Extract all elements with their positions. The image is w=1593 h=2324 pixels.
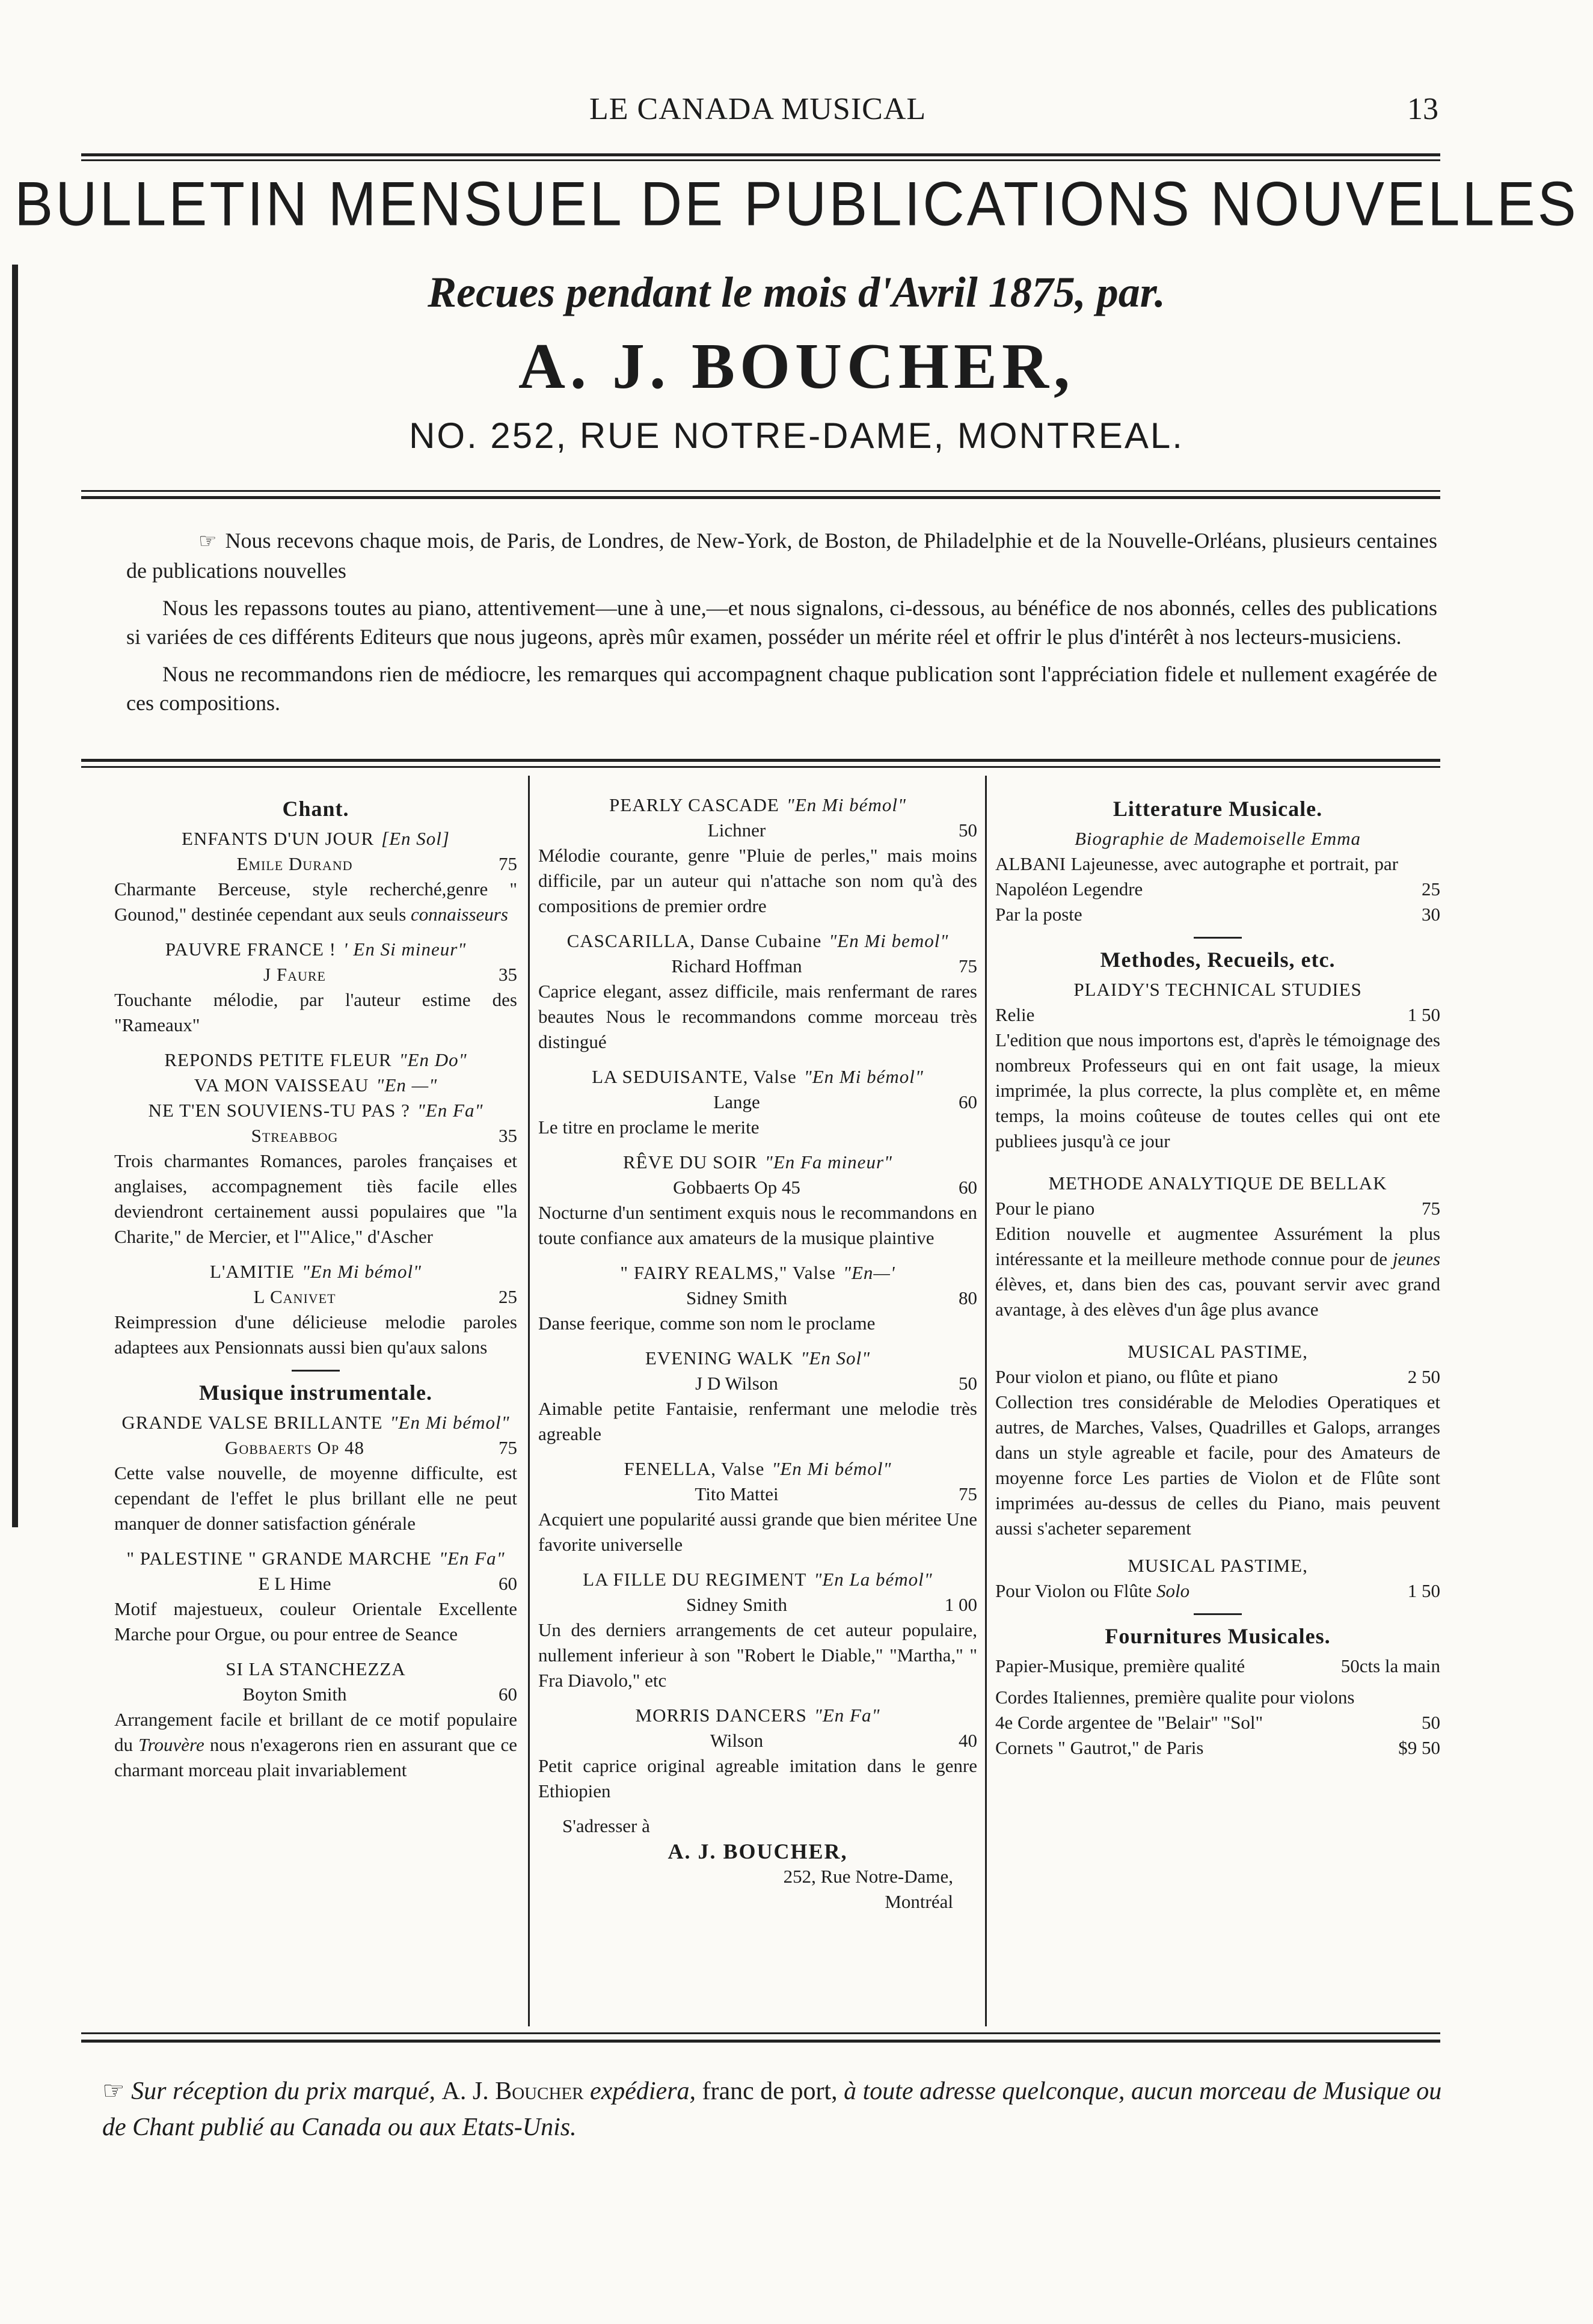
entry-key: [En Sol] <box>381 828 450 849</box>
intro-paragraph-3: Nous ne recommandons rien de médiocre, les remarques qui accompagnent chaque publication sont l'appréciation fidele et nullement exagérée de ces compositions. <box>126 662 1437 715</box>
list-item <box>538 1346 977 1447</box>
entry-description: Motif majestueux, couleur Orientale Excellente Marche pour Orgue, ou pour entree de Seance <box>114 1598 517 1645</box>
entry-title: MUSICAL PASTIME, <box>1128 1555 1308 1576</box>
entry-author: Emile Durand <box>236 853 353 874</box>
section-heading-literature: Litterature Musicale. <box>1113 797 1323 821</box>
list-item <box>538 1456 977 1557</box>
list-item <box>114 937 517 1038</box>
list-item <box>114 1410 517 1536</box>
entry-price: 60 <box>959 1177 977 1198</box>
columns-top-rule-thin <box>81 766 1440 768</box>
entry-price: 35 <box>499 1125 517 1146</box>
entry-key: "En La bémol" <box>814 1569 933 1590</box>
margin-bar <box>12 265 18 1527</box>
column-divider-1 <box>528 776 530 2026</box>
entry-subtitle: Pour violon et piano, ou flûte et piano <box>995 1366 1278 1387</box>
entry-subtitle: Pour Violon ou Flûte Solo <box>995 1580 1190 1601</box>
entry-price: 1 50 <box>1407 1004 1440 1025</box>
entry-author: Gobbaerts Op 45 <box>673 1177 800 1198</box>
entry-description: Nocturne d'un sentiment exquis nous le recommandons en toute confiance aux amateurs de la musique plaintive <box>538 1202 977 1248</box>
intro <box>126 526 1437 726</box>
entry-title: " FAIRY REALMS," Valse <box>620 1262 836 1283</box>
entry-key: "En Mi bemol" <box>829 930 949 951</box>
entry-price: 60 <box>499 1573 517 1594</box>
entry-key: "En Mi bémol" <box>803 1066 924 1087</box>
section-heading-instrumental: Musique instrumentale. <box>198 1381 432 1405</box>
entry-description: Danse feerique, comme son nom le proclame <box>538 1313 876 1334</box>
entry-key: "En Mi bémol" <box>390 1412 510 1433</box>
entry-price: 75 <box>959 1483 977 1504</box>
entry-key: "En—' <box>843 1262 895 1283</box>
entry-price: 50 <box>959 820 977 841</box>
entry-title: NE T'EN SOUVIENS-TU PAS ? <box>148 1100 410 1121</box>
entry-description: L'edition que nous importons est, d'après le témoignage des nombreux Professeurs qui en ont fait usage, la mieux imprimée, la plus correcte, la plus complète et, en même temps, la moins coûteuse de toutes celles qui ont ete publiees jusqu'à ce jour <box>995 1029 1440 1151</box>
entry-author: Sidney Smith <box>686 1594 787 1615</box>
entry-author: L Canivet <box>253 1286 336 1307</box>
entry-price: 35 <box>499 964 517 985</box>
entry-price: 25 <box>1422 878 1440 900</box>
supply-price: $9 50 <box>1398 1737 1440 1758</box>
list-item <box>114 1259 517 1360</box>
entry-key: "En —" <box>376 1075 438 1096</box>
list-item <box>538 1064 977 1140</box>
list-item <box>114 1657 517 1783</box>
entry-price: 1 00 <box>944 1594 977 1615</box>
entry-title: METHODE ANALYTIQUE DE BELLAK <box>1048 1173 1387 1194</box>
entry-description: Mélodie courante, genre "Pluie de perles," mais moins difficile, par un auteur qui n'attache son nom qu'à des compositions de premier ordre <box>538 845 977 916</box>
list-item <box>995 1710 1440 1735</box>
entry-price: 1 50 <box>1407 1580 1440 1601</box>
supply-label: Cordes Italiennes, première qualite pour violons <box>995 1687 1355 1708</box>
list-item <box>995 826 1440 927</box>
entry-key: "En Do" <box>399 1049 467 1070</box>
entry-title: MORRIS DANCERS <box>635 1705 807 1726</box>
running-title: LE CANADA MUSICAL <box>589 92 927 126</box>
entry-price: 60 <box>959 1091 977 1112</box>
received-line: Recues pendant le mois d'Avril 1875, par. <box>428 268 1165 316</box>
entry-title: VA MON VAISSEAU <box>194 1075 369 1096</box>
entry-author: Richard Hoffman <box>671 955 802 977</box>
list-item <box>995 1735 1440 1761</box>
merchant-name: A. J. BOUCHER, <box>518 331 1075 402</box>
columns-top-rule <box>81 759 1440 762</box>
supply-price: 50 <box>1422 1712 1440 1733</box>
entry-author: Wilson <box>710 1730 764 1751</box>
entry-title: Biographie de Mademoiselle Emma <box>1074 828 1361 849</box>
entry-author: E L Hime <box>258 1573 331 1594</box>
column-literature-methods <box>995 793 1440 1761</box>
supply-price: 50cts la main <box>1340 1655 1440 1676</box>
list-item <box>114 1546 517 1647</box>
list-item <box>995 1339 1440 1541</box>
entry-description: Collection tres considérable de Melodies Operatiques et autres, de Marches, Valses, Quadrilles et Galops, arranges dans un style agreable et facile, pour des Amateurs de moyenne force Les parties de Violon et de Flûte sont imprimées au-dessus de celles du Piano, mais peuvent aussi s'acheter separement <box>995 1391 1440 1539</box>
entry-key: "En Mi bémol" <box>786 794 906 815</box>
signature-lead: S'adresser à <box>562 1815 650 1836</box>
entry-author: Gobbaerts Op 48 <box>224 1437 365 1458</box>
entry-title: CASCARILLA, Danse Cubaine <box>566 930 822 951</box>
entry-price: 2 50 <box>1407 1366 1440 1387</box>
entry-subtitle: Relie <box>995 1004 1035 1025</box>
entry-description: Acquiert une popularité aussi grande que bien méritee Une favorite universelle <box>538 1509 977 1555</box>
supply-label: Cornets " Gautrot," de Paris <box>995 1737 1204 1758</box>
entry-description: Petit caprice original agreable imitation dans le genre Ethiopien <box>538 1755 977 1801</box>
list-item <box>538 1260 977 1336</box>
entry-price: 25 <box>499 1286 517 1307</box>
entry-title: FENELLA, Valse <box>624 1458 765 1479</box>
entry-price: 75 <box>1422 1198 1440 1219</box>
entry-title: " PALESTINE " GRANDE MARCHE <box>126 1548 432 1569</box>
column-instrumental-continued <box>538 793 977 1915</box>
entry-description: Charmante Berceuse, style recherché,genre " Gounod," destinée cependant aux seuls connaisseurs <box>114 878 517 925</box>
list-item <box>538 1567 977 1693</box>
entry-price: 40 <box>959 1730 977 1751</box>
entry-title: MUSICAL PASTIME, <box>1128 1341 1308 1362</box>
section-heading-supplies: Fournitures Musicales. <box>1105 1624 1331 1648</box>
entry-title: LA FILLE DU REGIMENT <box>583 1569 807 1590</box>
list-item <box>538 1703 977 1804</box>
pointing-hand-icon: ☞ <box>102 2077 125 2105</box>
entry-key: "En Fa" <box>814 1705 880 1726</box>
section-heading-methods: Methodes, Recueils, etc. <box>1100 948 1336 972</box>
entry-author: Lange <box>713 1091 760 1112</box>
entry-title: PEARLY CASCADE <box>609 794 779 815</box>
section-divider <box>292 1370 340 1372</box>
entry-description: Trois charmantes Romances, paroles françaises et anglaises, accompagnement tiès facile elles deviendront certainement aussi populaires que "la Charite," de Mercier, et l'"Alice," d'Ascher <box>114 1150 517 1247</box>
signature-block <box>538 1814 977 1915</box>
entry-title: PAUVRE FRANCE ! <box>165 939 337 960</box>
header-rule-thin <box>81 159 1440 161</box>
footer-rule <box>81 2040 1440 2043</box>
entry-description: Aimable petite Fantaisie, renfermant une melodie très agreable <box>538 1398 977 1444</box>
entry-description: Edition nouvelle et augmentee Assurément la plus intéressante et la meilleure methode connue pour de jeunes élèves, et, dans bien des cas, pouvant servir avec grand avantage, à des elèves d'un âge plus avance <box>995 1223 1441 1320</box>
entry-title: SI LA STANCHEZZA <box>226 1658 406 1679</box>
supply-label: 4e Corde argentee de "Belair" "Sol" <box>995 1712 1263 1733</box>
entry-price: 75 <box>499 853 517 874</box>
entry-title: L'AMITIE <box>209 1261 295 1282</box>
entry-description: Arrangement facile et brillant de ce motif populaire du Trouvère nous n'exagerons rien en assurant que ce charmant morceau plait invariablement <box>114 1709 517 1780</box>
entry-author: Tito Mattei <box>695 1483 779 1504</box>
entry-author: Lichner <box>707 820 766 841</box>
entry-title: LA SEDUISANTE, Valse <box>592 1066 797 1087</box>
list-item <box>995 1654 1440 1679</box>
list-item <box>995 1553 1440 1604</box>
intro-paragraph-2: Nous les repassons toutes au piano, attentivement—une à une,—et nous signalons, ci-dessous, au bénéfice de nos abonnés, celles des publications si variées de ces différents Editeurs que nous jugeons, après mûr examen, posséder un mérite réel et offrir le plus d'intérêt à nos lecteurs-musiciens. <box>126 596 1437 649</box>
list-item <box>538 793 977 919</box>
list-item <box>995 977 1440 1154</box>
entry-key: "En Fa" <box>417 1100 483 1121</box>
signature-name: A. J. BOUCHER, <box>668 1839 848 1863</box>
list-item <box>995 1171 1440 1322</box>
intro-paragraph-1: ☞ Nous recevons chaque mois, de Paris, de Londres, de New-York, de Boston, de Philadelphie et de la Nouvelle-Orléans, plusieurs centaines de publications nouvelles <box>126 529 1437 583</box>
section-heading-chant: Chant. <box>282 797 349 821</box>
masthead-rule-thick <box>81 496 1440 499</box>
entry-key: "En Fa" <box>438 1548 505 1569</box>
entry-price: 50 <box>959 1373 977 1394</box>
list-item <box>114 1047 517 1249</box>
entry-price: 75 <box>959 955 977 977</box>
supply-label: Papier-Musique, première qualité <box>995 1655 1245 1676</box>
entry-price: 80 <box>959 1287 977 1308</box>
page-number: 13 <box>1407 92 1438 126</box>
entry-author: J Faure <box>263 964 326 985</box>
entry-key: ' En Si mineur" <box>343 939 467 960</box>
entry-key: "En Sol" <box>800 1347 871 1369</box>
entry-key: "En Mi bémol" <box>772 1458 892 1479</box>
list-item <box>995 1685 1440 1710</box>
column-chant <box>114 793 517 1792</box>
entry-price: 75 <box>499 1437 517 1458</box>
entry-title: EVENING WALK <box>645 1347 794 1369</box>
entry-author: Sidney Smith <box>686 1287 787 1308</box>
signature-city: Montréal <box>885 1891 953 1912</box>
entry-title: PLAIDY'S TECHNICAL STUDIES <box>1073 979 1362 1000</box>
entry-description: Reimpression d'une délicieuse melodie paroles adaptees aux Pensionnats aussi bien qu'aux salons <box>114 1311 517 1358</box>
entry-description: Cette valse nouvelle, de moyenne difficulte, est cependant de l'effet le plus brillant elle ne peut manquer de donner satisfaction générale <box>114 1462 517 1534</box>
entry-title: REPONDS PETITE FLEUR <box>164 1049 392 1070</box>
merchant-address: NO. 252, RUE NOTRE-DAME, MONTREAL. <box>409 415 1184 456</box>
section-divider <box>1194 1613 1242 1615</box>
entry-title: RÊVE DU SOIR <box>622 1151 758 1173</box>
entry-description: Le titre en proclame le merite <box>538 1117 760 1138</box>
entry-title: GRANDE VALSE BRILLANTE <box>121 1412 383 1433</box>
pointing-hand-icon: ☞ <box>198 530 217 553</box>
column-divider-2 <box>985 776 987 2026</box>
entry-description: Un des derniers arrangements de cet auteur populaire, nullement inferieur à son "Robert le Diable," "Martha," " Fra Diavolo," etc <box>538 1619 977 1691</box>
signature-address: 252, Rue Notre-Dame, <box>783 1866 953 1887</box>
list-item <box>538 1150 977 1251</box>
entry-author: Streabbog <box>251 1125 339 1146</box>
entry-title: ENFANTS D'UN JOUR <box>182 828 375 849</box>
entry-key: "En Fa mineur" <box>764 1151 893 1173</box>
footer-note: ☞ Sur réception du prix marqué, A. J. Boucher expédiera, franc de port, à toute adresse quelconque, aucun morceau de Musique ou de Chant publié au Canada ou aux Etats-Unis. <box>102 2077 1442 2141</box>
entry-description: ALBANI Lajeunesse, avec autographe et portrait, par Napoléon Legendre <box>995 853 1398 900</box>
entry-subtitle: Pour le piano <box>995 1198 1095 1219</box>
entry-description: Touchante mélodie, par l'auteur estime des "Rameaux" <box>114 989 517 1035</box>
bulletin-title: BULLETIN MENSUEL DE PUBLICATIONS NOUVELLES <box>14 169 1579 239</box>
section-divider <box>1194 937 1242 939</box>
entry-price: 30 <box>1422 904 1440 925</box>
entry-key: "En Mi bémol" <box>301 1261 422 1282</box>
footer-rule-thin <box>81 2032 1440 2034</box>
entry-author: J D Wilson <box>695 1373 778 1394</box>
entry-price: 60 <box>499 1684 517 1705</box>
entry-subtitle: Par la poste <box>995 904 1082 925</box>
header-rule <box>81 153 1440 156</box>
list-item <box>538 928 977 1055</box>
list-item <box>114 826 517 927</box>
entry-author: Boyton Smith <box>242 1684 347 1705</box>
masthead-rule <box>81 490 1440 492</box>
entry-description: Caprice elegant, assez difficile, mais renfermant de rares beautes Nous le recommandons comme morceau très distingué <box>538 981 977 1052</box>
